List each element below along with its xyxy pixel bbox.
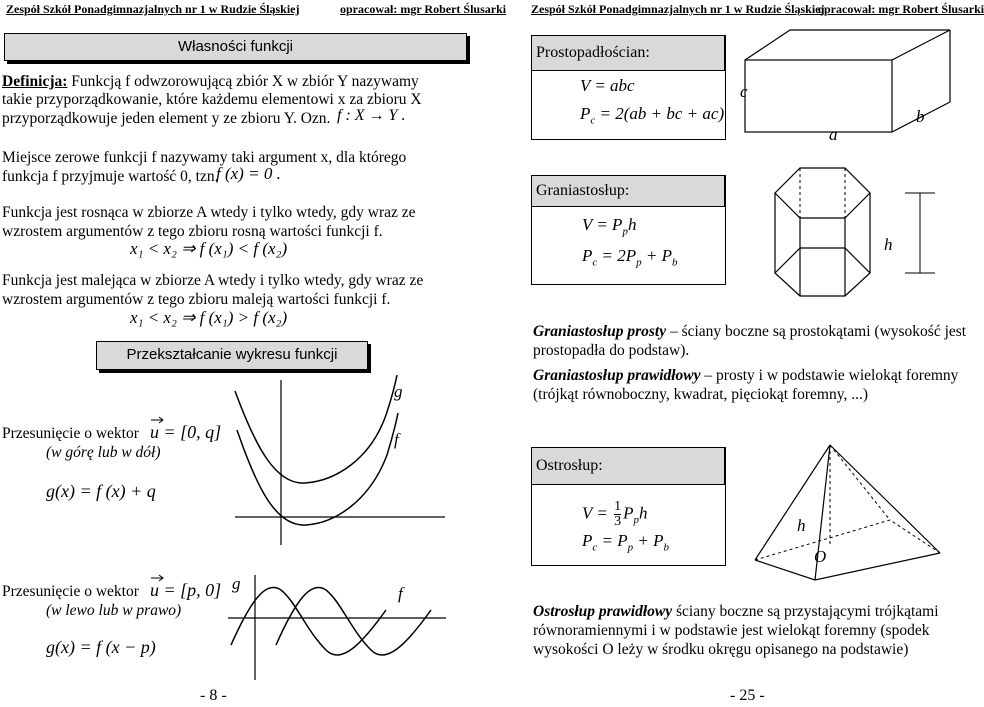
pyramid-frac-num: 1 (614, 499, 622, 514)
prism-straight-term: Graniastosłup prosty (533, 323, 667, 340)
prism-area-rhs2: + P (645, 246, 672, 265)
prism-volume (582, 215, 636, 237)
page-number-left: - 8 - (200, 687, 227, 704)
pyramid-area-rhs2: + P (637, 531, 664, 550)
prism-volume-sub: p (622, 225, 628, 238)
pyramid-frac-den: 3 (614, 514, 622, 529)
shift-vertical-vector: u = [0, q] (150, 422, 222, 442)
prism-regular-def1: – prosty i w podstawie wielokąt foremny (700, 367, 959, 384)
pyramid-volume (582, 500, 647, 529)
pyramid-regular-line3: wysokości O leży w środku okręgu opisanego na podstawie) (533, 641, 909, 658)
shift-vertical-formula: g(x) = f (x) + q (46, 481, 156, 501)
cuboid-area-sub: c (590, 114, 596, 127)
prism-title: Graniastosłup: (531, 175, 725, 207)
definition-line1-rest: Funkcją f odwzorowującą zbiór X w zbiór Y nazywamy (67, 73, 419, 90)
decreasing-formula: x₁ < x₂ ⇒ f (x₁) > f (x₂) (130, 308, 288, 327)
shift-horizontal-formula: g(x) = f (x − p) (46, 637, 156, 657)
pyramid-area-sym: P (582, 531, 593, 550)
cuboid-area-sym: P (580, 104, 591, 123)
increasing-formula: x₁ < x₂ ⇒ f (x₁) < f (x₂) (130, 239, 288, 258)
prism-diagram (775, 168, 945, 298)
pyramid-regular-line1 (533, 603, 939, 621)
decreasing-line2: wzrostem argumentów z tego zbioru maleją wartości funkcji f. (2, 291, 391, 308)
cuboid-volume: V = abc (580, 76, 635, 95)
pyramid-area-sub3: b (663, 541, 669, 554)
prism-area (582, 246, 678, 268)
curve-f (237, 413, 398, 525)
pyramid-area-rhs1: = P (601, 531, 628, 550)
pyramid-label-h: h (797, 516, 806, 535)
graph-label-f: f (394, 430, 399, 449)
pyramid-regular-line2: równoramiennymi i w podstawie jest wielokąt foremny (spodek (533, 622, 930, 639)
pyramid-regular-def1: ściany boczne są przystającymi trójkątami (672, 603, 939, 620)
prism-label-h: h (884, 235, 893, 254)
shift-vertical-label: Przesunięcie o wektor (2, 425, 139, 442)
shift-horizontal-vector: u = [p, 0] (150, 580, 222, 600)
pyramid-volume-p: P (623, 503, 634, 523)
cuboid-label-c: c (740, 82, 748, 101)
definition-lead: Definicja: (2, 73, 68, 90)
prism-regular-term: Graniastosłup prawidłowy (533, 367, 701, 384)
definition-line2: takie przyporządkowanie, które każdemu elementowi x za zbioru X (2, 91, 422, 108)
curve-g (231, 587, 386, 655)
zero-line2: funkcja f przyjmuje wartość 0, tzn. (2, 168, 219, 185)
prism-straight-line2: prostopadła do podstaw). (533, 342, 690, 359)
right-header-school: Zespół Szkół Ponadgimnazjalnych nr 1 w Rudzie Śląskiej (531, 2, 825, 16)
prism-volume-h: h (627, 215, 637, 234)
increasing-line2: wzrostem argumentów z tego zbioru rosną wartości funkcji f. (2, 223, 383, 240)
pyramid-volume-h: h (638, 503, 648, 523)
title-box: Własności funkcji (4, 33, 467, 61)
pyramid-area-sub2: p (627, 541, 634, 554)
prism-area-sub2: p (636, 256, 642, 269)
cuboid-area-rhs: = 2(ab + bc + ac) (599, 104, 725, 123)
cuboid-label-b: b (916, 107, 925, 126)
graph-label-g: g (232, 574, 241, 593)
pyramid-fraction (614, 500, 621, 529)
horizontal-shift-graph (226, 570, 451, 680)
prism-area-rhs1: = 2P (601, 246, 637, 265)
curve-f (276, 587, 431, 655)
graph-label-g: g (394, 382, 403, 401)
transform-box: Przekształcanie wykresu funkcji (96, 341, 368, 370)
definition-line3: przyporządkowuje jeden element y ze zbioru Y. Ozn. (2, 110, 331, 127)
page-number-right: - 25 - (730, 687, 765, 704)
vertical-shift-graph (230, 375, 455, 550)
pyramid-volume-sub: p (633, 513, 639, 526)
pyramid-area-sub: c (592, 541, 598, 554)
vector-arrow-icon (150, 416, 164, 424)
pyramid-volume-lhs: V = (582, 503, 608, 523)
left-header-school: Zespół Szkół Ponadgimnazjalnych nr 1 w Rudzie Śląskiej (6, 2, 300, 16)
prism-regular-line2: (trójkąt równoboczny, kwadrat, pięciokąt foremny, ...) (533, 386, 868, 403)
cuboid-area (580, 104, 724, 126)
vector-arrow-icon (150, 574, 164, 582)
pyramid-diagram (755, 445, 945, 585)
pyramid-label-o: O (814, 547, 827, 566)
cuboid-title: Prostopadłościan: (531, 35, 725, 71)
increasing-line1: Funkcja jest rosnąca w zbiorze A wtedy i tylko wtedy, gdy wraz ze (2, 204, 416, 221)
definition-line1 (2, 73, 419, 91)
shift-horizontal-label: Przesunięcie o wektor (2, 583, 139, 600)
prism-area-sub: c (592, 256, 598, 269)
prism-straight-def1: – ściany boczne są prostokątami (wysokość jest (666, 323, 967, 340)
right-header-author: opracował: mgr Robert Ślusarki (818, 2, 984, 16)
prism-straight-line1 (533, 323, 966, 341)
pyramid-area (582, 531, 669, 553)
pyramid-regular-term: Ostrosłup prawidłowy (533, 603, 673, 620)
decreasing-line1: Funkcja jest malejąca w zbiorze A wtedy i tylko wtedy, gdy wraz ze (2, 272, 424, 289)
pyramid-title: Ostrosłup: (531, 447, 725, 485)
prism-regular-line1 (533, 367, 958, 385)
prism-area-sub3: b (672, 256, 678, 269)
shift-horizontal-note: (w lewo lub w prawo) (46, 602, 182, 619)
zero-formula: f (x) = 0 . (216, 164, 281, 183)
zero-line1: Miejsce zerowe funkcji f nazywamy taki argument x, dla którego (2, 149, 407, 166)
shift-vertical-note: (w górę lub w dół) (46, 444, 161, 461)
prism-area-sym: P (582, 246, 593, 265)
graph-label-f: f (398, 584, 403, 603)
definition-formula: f : X → Y . (337, 107, 406, 124)
curve-g (235, 375, 397, 483)
cuboid-label-a: a (829, 125, 838, 144)
prism-volume-lhs: V = P (582, 215, 623, 234)
left-header-author: opracował: mgr Robert Ślusarki (340, 2, 507, 16)
